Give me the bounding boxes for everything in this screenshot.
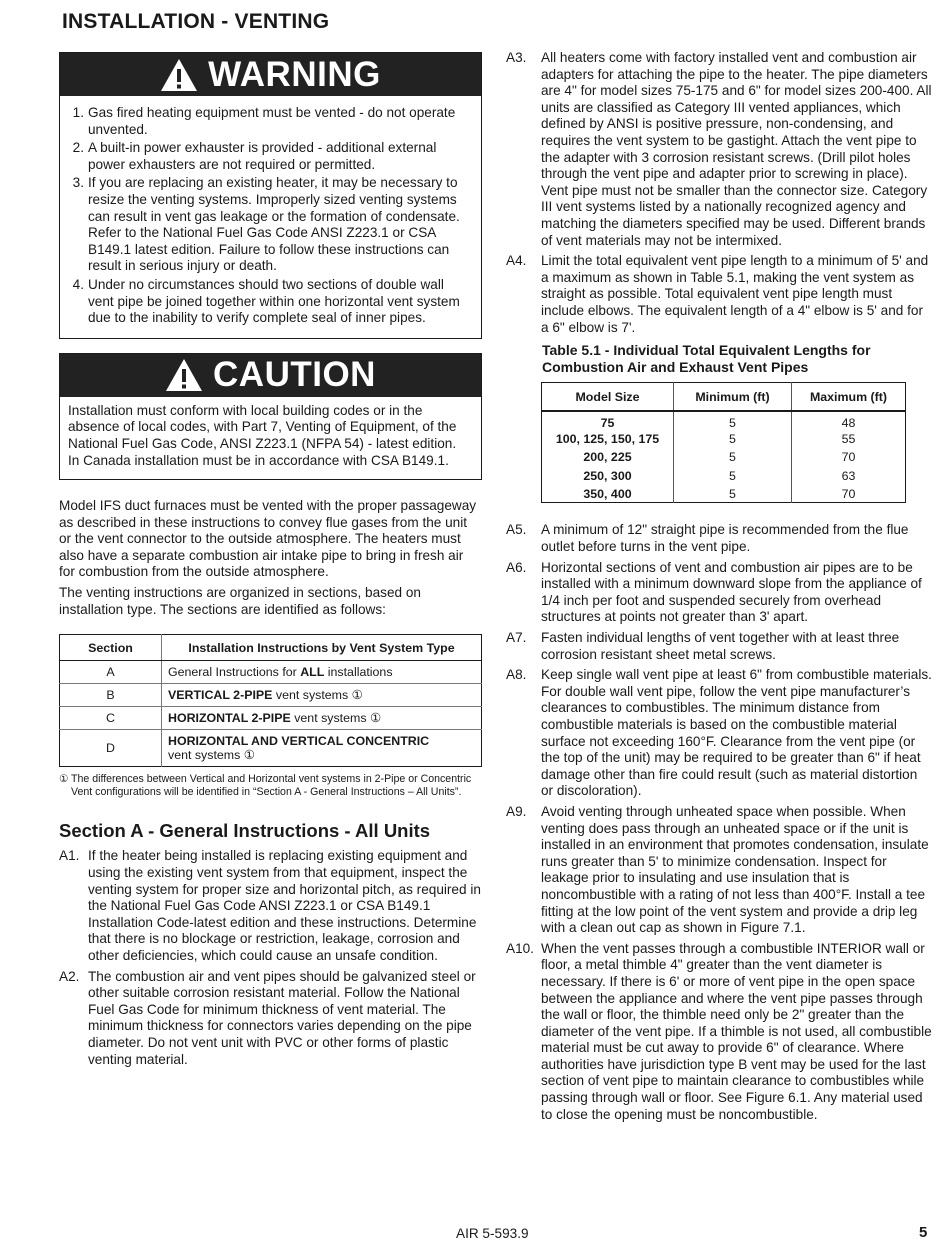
instruction-item-a6: A6. Horizontal sections of vent and combustion air pipes are to be installed with a minimum downward slope from the appliance of 1/4 inch per foot and suspended securely from overhead structures at points not greater than 3' apart. bbox=[506, 559, 922, 625]
intro-paragraph: The venting instructions are organized in sections, based on installation type. The sections are identified as follows: bbox=[59, 585, 421, 617]
table-row: 75 5 48 bbox=[542, 411, 906, 430]
instruction-item-a2: A2. The combustion air and vent pipes should be galvanized steel or other suitable corrosion resistant material. Follow the National Fuel Gas Code for minimum thickness of vent material. The minimum thickness for connectors varies depending on the pipe diameter. Do not vent unit with PVC or other forms of plastic venting material. bbox=[59, 968, 476, 1067]
caution-box bbox=[59, 353, 482, 480]
warning-item: 1. Gas fired heating equipment must be vented - do not operate unvented. bbox=[72, 105, 456, 137]
section-table-header bbox=[60, 635, 482, 661]
section-column-header: Section bbox=[60, 635, 162, 661]
warning-item: 4. Under no circumstances should two sections of double wall vent pipe be joined together within one horizontal vent system due to the inability to verify complete seal of inner pipes. bbox=[72, 276, 460, 326]
warning-heading: WARNING bbox=[208, 54, 381, 94]
table-row: 250, 300 5 63 bbox=[542, 466, 906, 484]
page-title: INSTALLATION - VENTING bbox=[62, 10, 330, 33]
left-column bbox=[59, 52, 482, 1072]
warning-item: 2. A built-in power exhauster is provided - additional external power exhausters are not required or permitted. bbox=[72, 140, 437, 172]
instruction-item-a9: A9. Avoid venting through unheated space when possible. When venting does pass through an unheated space or if the unit is installed in an environment that promotes condensation, insulate runs greater than 5' to minimize condensation. Inspect for leakage prior to insulating and use insulation that is noncombustible with a rating of not less than 400°F. Install a tee fitting at the low point of the vent system and provide a drip leg with a clean out cap as shown in Figure 7.1. bbox=[506, 803, 929, 936]
instruction-item-a7: A7. Fasten individual lengths of vent together with at least three corrosion resistant sheet metal screws. bbox=[506, 630, 900, 662]
section-a-heading: Section A - General Instructions - All Units bbox=[59, 820, 431, 842]
instruction-item-a10: A10. When the vent passes through a combustible INTERIOR wall or floor, a metal thimble 4" greater than the vent diameter is necessary. If there is 6' or more of vent pipe in the open space between the appliance and where the vent pipe passes through the wall or floor, the thimble need only be 2" greater than the diameter of the vent pipe. If a thimble is not used, all combustible material must be cut away to provide 6" of clearance. Where authorities have jurisdiction type B vent may be used for the last section of vent pipe to maintain clearance to combustibles while passing through wall or floor. See Figure 6.1. Any material used to close the opening must be noncombustible. bbox=[506, 940, 932, 1122]
instruction-item-a4: A4. Limit the total equivalent vent pipe length to a minimum of 5' and a maximum as shown in Table 5.1, making the vent system as straight as possible. Total equivalent vent pipe length must include elbows. The equivalent length of a 4" elbow is 5' and for a 6" elbow is 7'. bbox=[506, 253, 929, 335]
caution-heading: CAUTION bbox=[213, 355, 376, 395]
table-row: D HORIZONTAL AND VERTICAL CONCENTRIC vent systems ① bbox=[60, 730, 482, 767]
warning-item: 3. If you are replacing an existing heater, it may be necessary to resize the venting systems. Improperly sized venting systems can result in vent gas leakage or the formation of condensate. Refer to the National Fuel Gas Code ANSI Z223.1 or CSA B149.1 latest edition. Failure to follow these instructions can result in serious injury or death. bbox=[72, 175, 460, 274]
caution-triangle-icon bbox=[165, 358, 203, 392]
instruction-item-a1: A1. If the heater being installed is replacing existing equipment and using the existing vent system from that equipment, inspect the venting system for proper size and horizontal pitch, as required in the National Fuel Gas Code ANSI Z223.1 or CSA B149.1 Installation Code-latest edition and these instructions. Determine that there is no blockage or restriction, leakage, corrosion and other deficiencies, which could cause an unsafe condition. bbox=[59, 848, 481, 963]
table-row: B VERTICAL 2-PIPE vent systems ① bbox=[60, 684, 482, 707]
section-table bbox=[59, 634, 482, 767]
instruction-item-a3: A3. All heaters come with factory installed vent and combustion air adapters for attaching the pipe to the heater. The pipe diameters are 4" for model sizes 75-175 and 6" for model sizes 200-400. All units are classified as Category III vented appliances, which defined by ANSI is positive pressure, non-condensing, and requires the vent system to be gastight. Attach the vent pipe to the adapter with 3 corrosion resistant screws. (Drill pilot holes through the vent pipe and adapter prior to screwing in place). Vent pipe must not be smaller than the connector size. Category III vent systems listed by a nationally recognized agency and matching the diameters specified may be used. Different brands of vent materials may not be intermixed. bbox=[506, 50, 932, 248]
intro-paragraph: Model IFS duct furnaces must be vented with the proper passageway as described in these instructions to convey flue gases from the unit or the vent connector to the outside atmosphere. The heaters must also have a separate combustion air intake pipe to bring in fresh air for combustion from the outside atmosphere. bbox=[59, 498, 477, 580]
length-table-title: Table 5.1 - Individual Total Equivalent Lengths for Combustion Air and Exhaust Vent Pipes bbox=[542, 342, 871, 375]
table-row: A General Instructions for ALL installations bbox=[60, 661, 482, 684]
caution-text: Installation must conform with local building codes or in the absence of local codes, with Part 7, Venting of Equipment, of the National Fuel Gas Code, ANSI Z223.1 (NFPA 54) - latest edition. In Canada installation must be in accordance with CSA B149.1. bbox=[68, 402, 457, 468]
warning-triangle-icon bbox=[160, 58, 198, 92]
caution-header bbox=[60, 354, 481, 397]
table-footnote: ① The differences between Vertical and Horizontal vent systems in 2-Pipe or Concentric Vent configurations will be identified in “Section A - General Instructions – All Units”. bbox=[59, 773, 472, 798]
warning-header bbox=[60, 53, 481, 96]
warning-box bbox=[59, 52, 482, 339]
instruction-item-a8: A8. Keep single wall vent pipe at least 6" from combustible materials. For double wall vent pipe, follow the vent pipe manufacturer’s clearances to combustibles. The minimum distance from combustible materials is based on the combustible material surface not exceeding 160°F. Clearance from the vent pipe (or the top of the unit) may be required to be greater than 6" if heat damage other than fire could result (such as material distortion or discoloration). bbox=[506, 667, 932, 799]
length-table-header: Model Size Minimum (ft) Maximum (ft) bbox=[542, 383, 906, 411]
table-row: 200, 225 5 70 bbox=[542, 448, 906, 466]
footnote-marker: ① bbox=[243, 748, 255, 763]
document-number: AIR 5-593.9 bbox=[456, 1226, 529, 1241]
page-number: 5 bbox=[919, 1224, 928, 1241]
table-row: C HORIZONTAL 2-PIPE vent systems ① bbox=[60, 707, 482, 730]
table-row: 100, 125, 150, 175 5 55 bbox=[542, 430, 906, 448]
right-column bbox=[506, 50, 932, 1127]
footnote-marker: ① bbox=[351, 688, 363, 703]
table-row: 350, 400 5 70 bbox=[542, 485, 906, 503]
instruction-item-a5: A5. A minimum of 12" straight pipe is recommended from the flue outlet before turns in the vent pipe. bbox=[506, 522, 909, 555]
warning-list bbox=[70, 105, 469, 327]
length-table bbox=[541, 382, 906, 503]
footnote-marker: ① bbox=[369, 711, 382, 726]
instructions-column-header: Installation Instructions by Vent System Type bbox=[162, 635, 482, 661]
